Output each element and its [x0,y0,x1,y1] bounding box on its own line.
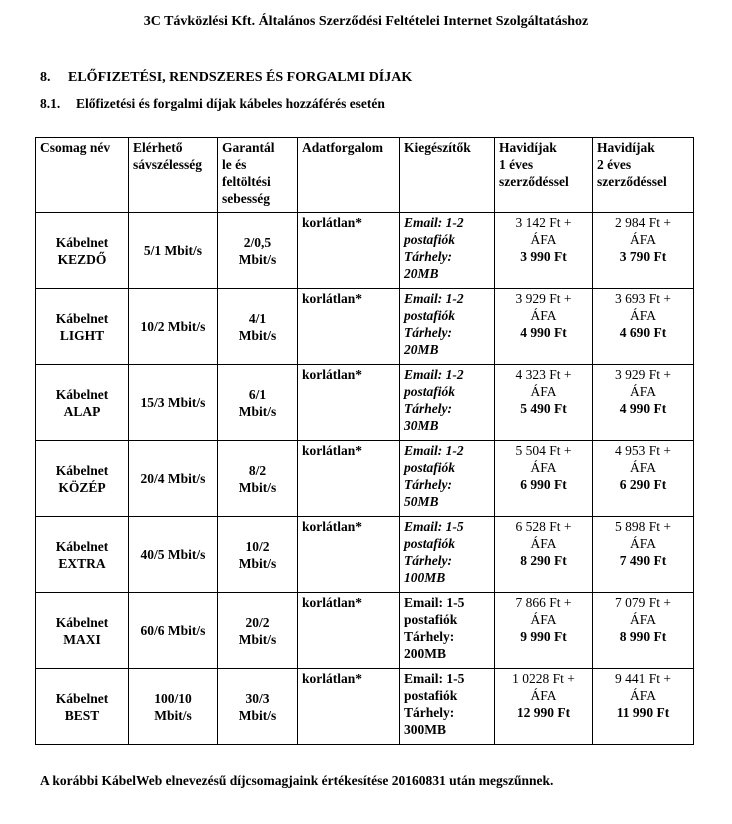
cell-line: Mbit/s [238,403,277,419]
net-price-line: 7 079 Ft + [615,595,671,610]
gross-price: 3 790 Ft [619,249,667,264]
cell-line: Kábelnet [55,462,109,478]
cell-line: LIGHT [59,327,105,343]
package-name-cell [36,669,129,745]
section-title: ELŐFIZETÉSI, RENDSZERES ÉS FORGALMI DÍJAK [68,70,413,85]
table-row [36,289,694,365]
cell-line: 40/5 Mbit/s [140,547,206,562]
guaranteed-speed-cell [218,213,298,289]
package-name-cell [36,593,129,669]
table-row [36,213,694,289]
traffic-cell: korlátlan* [298,669,400,745]
net-price-line: ÁFA [530,308,557,323]
cell-line: Tárhely: [404,401,452,416]
net-price-line: 9 441 Ft + [615,671,671,686]
gross-price: 4 990 Ft [520,325,567,340]
cell-line: 200MB [404,646,446,661]
cell-line: 100MB [404,570,446,585]
header-monthly-fee-2y [593,138,694,213]
cell-line: 2 éves [597,157,632,172]
net-price-line: 1 0228 Ft + [512,671,575,686]
cell-line: postafiók [404,308,456,323]
cell-line: postafiók [404,536,456,551]
subsection-number: 8.1. [40,96,61,111]
bandwidth-cell [129,517,218,593]
net-price-line: ÁFA [530,460,557,475]
cell-line: postafiók [404,612,458,627]
extras-cell [400,517,495,593]
package-name-cell [36,517,129,593]
guaranteed-speed-cell [218,517,298,593]
monthly-fee-1y-cell [495,593,593,669]
subsection-heading [40,96,385,112]
cell-line: BEST [64,707,100,723]
cell-line: Mbit/s [238,707,277,723]
cell-line: Kábelnet [55,690,109,706]
table-body [36,213,694,745]
gross-price: 4 990 Ft [619,401,667,416]
cell-line: Adatforgalom [302,140,383,155]
section-number: 8. [40,70,51,85]
cell-line: Email: 1-2 [404,443,464,458]
cell-line: postafiók [404,232,456,247]
footer-note: A korábbi KábelWeb elnevezésű díjcsomagjaink értékesítése 20160831 után megszűnnek. [40,773,554,788]
cell-line: Email: 1-2 [404,367,464,382]
extras-cell [400,669,495,745]
bandwidth-cell [129,365,218,441]
cell-line: feltöltési [222,174,271,189]
monthly-fee-2y-cell [593,441,694,517]
monthly-fee-2y-cell [593,669,694,745]
traffic-cell: korlátlan* [298,289,400,365]
table-row [36,593,694,669]
package-name-cell [36,365,129,441]
cell-line: Email: 1-5 [404,519,464,534]
table-header-row [36,138,694,213]
monthly-fee-2y-cell [593,365,694,441]
net-price-line: 3 929 Ft + [615,367,671,382]
cell-line: 2/0,5 [243,234,272,250]
extras-cell [400,593,495,669]
guaranteed-speed-cell [218,593,298,669]
cell-line: Kábelnet [55,538,109,554]
cell-line: 6/1 [248,386,267,402]
gross-price: 6 290 Ft [619,477,667,492]
cell-line: Mbit/s [154,707,192,723]
cell-line: 8/2 [248,462,267,478]
net-price-line: ÁFA [629,308,656,323]
gross-price: 7 490 Ft [619,553,667,568]
cell-line: 300MB [404,722,446,737]
cell-line: sebesség [222,191,270,206]
monthly-fee-1y-cell [495,669,593,745]
cell-line: MAXI [63,631,101,647]
price-table [35,137,694,745]
cell-line: 60/6 Mbit/s [140,623,206,638]
extras-cell [400,441,495,517]
cell-line: postafiók [404,688,458,703]
net-price-line: 5 898 Ft + [615,519,671,534]
net-price-line: ÁFA [530,232,557,247]
cell-line: 15/3 Mbit/s [140,395,206,410]
net-price-line: 3 142 Ft + [515,215,572,230]
gross-price: 12 990 Ft [516,705,571,720]
guaranteed-speed-cell [218,289,298,365]
cell-line: Kiegészítők [404,140,471,155]
cell-line: KÖZÉP [58,479,106,495]
net-price-line: 4 323 Ft + [515,367,572,382]
gross-price: 9 990 Ft [520,629,567,644]
net-price-line: ÁFA [530,688,557,703]
cell-line: Mbit/s [238,479,277,495]
gross-price: 5 490 Ft [520,401,567,416]
cell-line: szerződéssel [597,174,667,189]
extras-cell [400,213,495,289]
monthly-fee-1y-cell [495,517,593,593]
gross-price: 6 990 Ft [520,477,567,492]
net-price-line: ÁFA [629,612,656,627]
cell-line: ALAP [63,403,101,419]
net-price-line: 2 984 Ft + [615,215,671,230]
traffic-cell: korlátlan* [298,365,400,441]
cell-line: Kábelnet [55,310,109,326]
traffic-cell: korlátlan* [298,593,400,669]
cell-line: Kábelnet [55,614,109,630]
extras-cell [400,365,495,441]
cell-line: Garantál [222,140,275,155]
traffic-cell: korlátlan* [298,517,400,593]
cell-line: 100/10 [154,690,192,706]
cell-line: postafiók [404,384,456,399]
cell-line: Mbit/s [238,631,277,647]
header-package-name [36,138,129,213]
cell-line: Email: 1-2 [404,291,464,306]
cell-line: EXTRA [58,555,106,571]
package-name-cell [36,441,129,517]
package-name-cell [36,289,129,365]
monthly-fee-2y-cell [593,517,694,593]
cell-line: Email: 1-5 [404,595,465,610]
bandwidth-cell [129,289,218,365]
cell-line: Mbit/s [238,555,277,571]
cell-line: 20MB [404,266,439,281]
header-monthly-fee-1y [495,138,593,213]
cell-line: 1 éves [499,157,534,172]
guaranteed-speed-cell [218,669,298,745]
cell-line: 20/4 Mbit/s [140,471,206,486]
net-price-line: ÁFA [629,460,656,475]
header-traffic [298,138,400,213]
monthly-fee-1y-cell [495,213,593,289]
bandwidth-cell [129,669,218,745]
cell-line: Havidíjak [499,140,557,155]
cell-line: szerződéssel [499,174,569,189]
cell-line: Kábelnet [55,234,109,250]
monthly-fee-2y-cell [593,593,694,669]
cell-line: Havidíjak [597,140,655,155]
cell-line: 4/1 [248,310,267,326]
net-price-line: ÁFA [629,384,656,399]
cell-line: Tárhely: [404,629,455,644]
cell-line: Tárhely: [404,553,452,568]
cell-line: Email: 1-2 [404,215,464,230]
header-extras [400,138,495,213]
traffic-cell: korlátlan* [298,441,400,517]
cell-line: Kábelnet [55,386,109,402]
guaranteed-speed-cell [218,365,298,441]
extras-cell [400,289,495,365]
cell-line: 30MB [404,418,439,433]
cell-line: le és [222,157,247,172]
net-price-line: ÁFA [629,688,656,703]
cell-line: 20/2 [245,614,270,630]
monthly-fee-2y-cell [593,289,694,365]
cell-line: Mbit/s [238,251,277,267]
cell-line: 10/2 Mbit/s [140,319,206,334]
gross-price: 8 990 Ft [619,629,667,644]
cell-line: 10/2 [245,538,270,554]
net-price-line: 3 929 Ft + [515,291,572,306]
net-price-line: 4 953 Ft + [615,443,671,458]
traffic-cell: korlátlan* [298,213,400,289]
net-price-line: 7 866 Ft + [515,595,572,610]
table-row [36,441,694,517]
gross-price: 3 990 Ft [520,249,567,264]
monthly-fee-1y-cell [495,289,593,365]
cell-line: Tárhely: [404,249,452,264]
monthly-fee-1y-cell [495,365,593,441]
net-price-line: 6 528 Ft + [515,519,572,534]
cell-line: Email: 1-5 [404,671,465,686]
guaranteed-speed-cell [218,441,298,517]
cell-line: Tárhely: [404,705,455,720]
header-guaranteed-speed [218,138,298,213]
cell-line: sávszélesség [133,157,202,172]
cell-line: postafiók [404,460,456,475]
section-heading [40,70,412,86]
cell-line: 20MB [404,342,439,357]
bandwidth-cell [129,593,218,669]
table-row [36,365,694,441]
net-price-line: ÁFA [629,232,656,247]
net-price-line: ÁFA [530,536,557,551]
cell-line: Tárhely: [404,325,452,340]
cell-line: Elérhető [133,140,183,155]
gross-price: 8 290 Ft [520,553,567,568]
cell-line: KEZDŐ [57,251,107,267]
header-bandwidth [129,138,218,213]
package-name-cell [36,213,129,289]
monthly-fee-1y-cell [495,441,593,517]
cell-line: 5/1 Mbit/s [143,243,203,258]
net-price-line: ÁFA [530,612,557,627]
gross-price: 4 690 Ft [619,325,667,340]
net-price-line: ÁFA [530,384,557,399]
table-row [36,517,694,593]
cell-line: Csomag név [40,140,111,155]
net-price-line: 3 693 Ft + [615,291,671,306]
bandwidth-cell [129,213,218,289]
cell-line: 30/3 [245,690,270,706]
gross-price: 11 990 Ft [616,705,670,720]
cell-line: Mbit/s [238,327,277,343]
net-price-line: ÁFA [629,536,656,551]
table-row [36,669,694,745]
document-header: 3C Távközlési Kft. Általános Szerződési Feltételei Internet Szolgáltatáshoz [143,14,589,29]
net-price-line: 5 504 Ft + [515,443,572,458]
bandwidth-cell [129,441,218,517]
monthly-fee-2y-cell [593,213,694,289]
cell-line: Tárhely: [404,477,452,492]
cell-line: 50MB [404,494,439,509]
subsection-title: Előfizetési és forgalmi díjak kábeles hozzáférés esetén [76,96,385,111]
